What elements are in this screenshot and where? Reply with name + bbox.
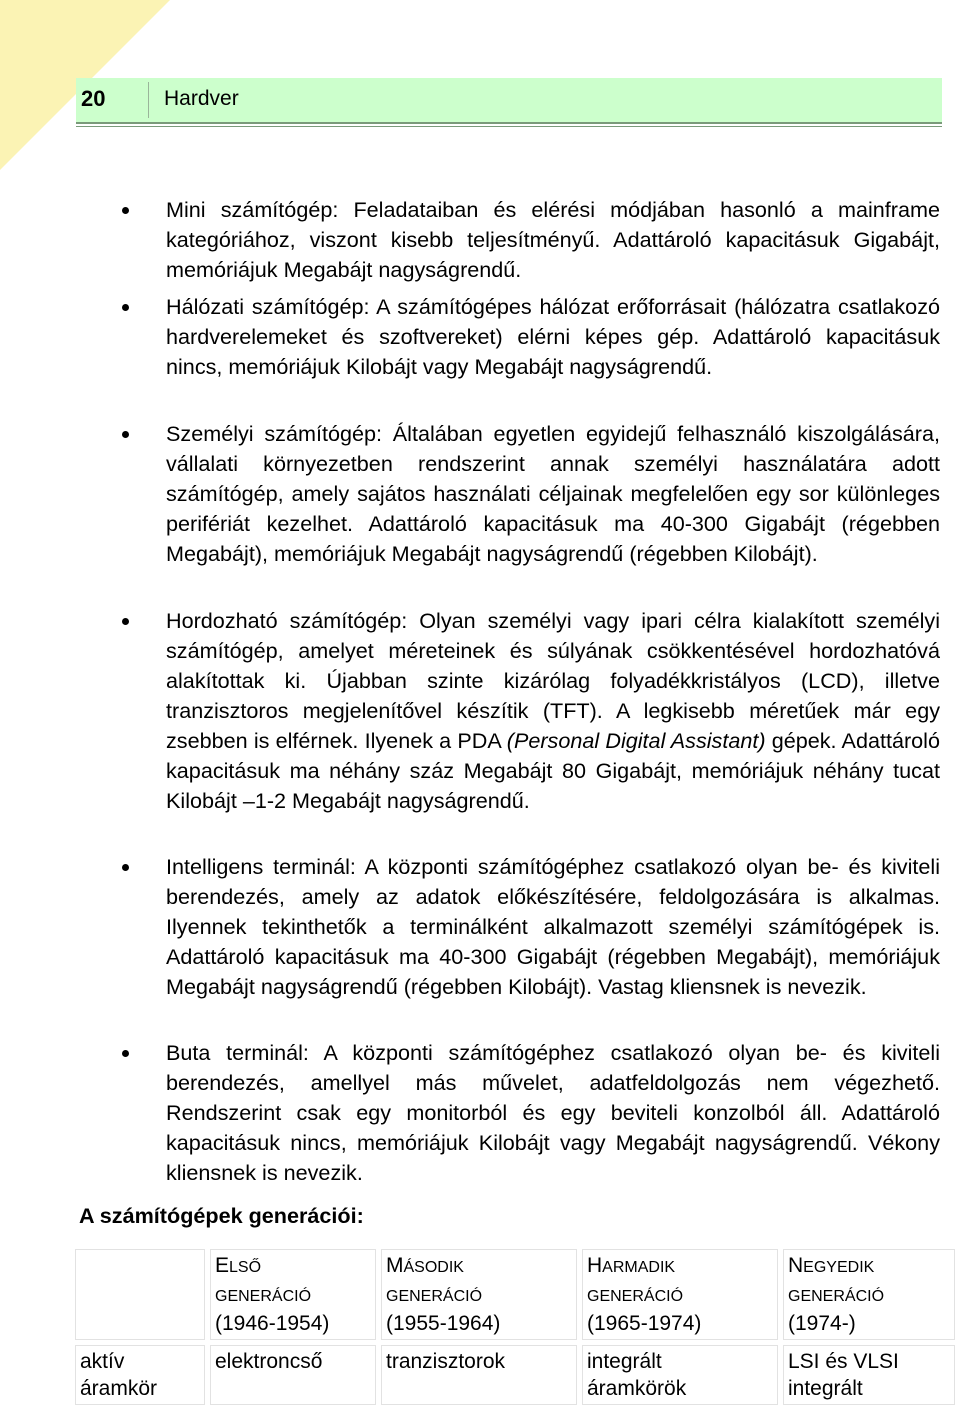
bullet-icon bbox=[122, 1050, 129, 1057]
list-item-text: Hálózati számítógép: A számítógépes hálózat erőforrásait (hálózatra csatlakozó hardverelemeket és szoftvereket) elérni képes gép. Adattároló kapacitásuk nincs, memóriájuk Kilobájt vagy Megabájt nagyságrendű. bbox=[166, 294, 940, 379]
list-item bbox=[166, 1038, 940, 1188]
bullet-icon bbox=[122, 618, 129, 625]
header-word: M bbox=[386, 1254, 404, 1277]
cell-line: LSI és VLSI bbox=[788, 1350, 899, 1373]
italic-term: (Personal Digital Assistant) bbox=[506, 728, 766, 753]
table-cell bbox=[582, 1345, 778, 1405]
page-number: 20 bbox=[81, 86, 106, 111]
page-header bbox=[76, 78, 942, 124]
header-word: GENERÁCIÓ bbox=[587, 1288, 684, 1305]
list-item-text: Személyi számítógép: Általában egyetlen egyidejű felhasználó kiszolgálására, vállalati környezetben rendszerint annak személyi használatára adott számítógép, amely sajátos használati céljainak megfelelően egy sor különleges perifériát kezelhet. Adattároló kapacitásuk ma 40-300 Gigabájt (régebben Megabájt), memóriájuk Megabájt nagyságrendű (régebben Kilobájt). bbox=[166, 421, 940, 566]
table-header-cell bbox=[210, 1249, 376, 1340]
table-corner-cell bbox=[75, 1249, 205, 1340]
list-item bbox=[166, 292, 940, 382]
cell-line: elektroncső bbox=[215, 1350, 323, 1373]
list-item-text: Intelligens terminál: A központi számítógéphez csatlakozó olyan be- és kiviteli berendezés, amely az adatok előkészítésére, feldolgozására is alkalmas. Ilyennek tekinthetők a terminálként alkalmazott személyi számítógépek is. Adattároló kapacitásuk ma 40-300 Gigabájt (régebben Megabájt), memóriájuk Megabájt nagyságrendű (régebben Kilobájt). Vastag kliensnek is nevezik. bbox=[166, 854, 940, 999]
table-header-cell bbox=[582, 1249, 778, 1340]
header-years: (1974-) bbox=[788, 1312, 856, 1335]
table-cell bbox=[783, 1345, 955, 1405]
header-years: (1965-1974) bbox=[587, 1312, 702, 1335]
bullet-icon bbox=[122, 431, 129, 438]
cell-line: áramkörök bbox=[587, 1377, 687, 1400]
row-label-line: áramkör bbox=[80, 1377, 158, 1400]
section-title: A számítógépek generációi: bbox=[79, 1203, 364, 1228]
list-item bbox=[166, 419, 940, 569]
row-label-line: aktív bbox=[80, 1350, 125, 1373]
table-row-label bbox=[75, 1345, 205, 1405]
header-word: ÁSODIK bbox=[403, 1259, 464, 1276]
chapter-title: Hardver bbox=[164, 87, 239, 110]
table-header-cell bbox=[783, 1249, 955, 1340]
header-word: N bbox=[788, 1254, 804, 1277]
header-word: LSŐ bbox=[229, 1259, 262, 1276]
header-separator bbox=[148, 82, 149, 118]
table-cell bbox=[210, 1345, 376, 1405]
header-word: GENERÁCIÓ bbox=[386, 1288, 483, 1305]
list-item bbox=[166, 852, 940, 1002]
bullet-icon bbox=[122, 864, 129, 871]
table-header-row bbox=[75, 1249, 955, 1340]
header-word: ARMADIK bbox=[602, 1259, 676, 1276]
bullet-icon bbox=[122, 207, 129, 214]
header-years: (1946-1954) bbox=[215, 1312, 330, 1335]
header-years: (1955-1964) bbox=[386, 1312, 501, 1335]
table-row bbox=[75, 1345, 955, 1405]
header-word: H bbox=[587, 1254, 603, 1277]
header-word: GENERÁCIÓ bbox=[788, 1288, 885, 1305]
generations-table bbox=[70, 1244, 960, 1410]
list-item-text: gépek. Adattároló kapacitásuk ma néhány száz Megabájt 80 Gigabájt, memóriájuk néhány tucat Kilobájt –1-2 Megabájt nagyságrendű. bbox=[166, 728, 940, 813]
header-word: E bbox=[215, 1254, 230, 1277]
list-item-text: Hordozható számítógép: Olyan személyi vagy ipari célra kialakított személyi számítógép, amelyet méreteinek és súlyának csökkentésével hordozhatóvá alakítottak ki. Újabban szinte kizárólag folyadékkristályos (LCD), illetve tranzisztoros megjelenítővel készítik (TFT). A legkisebb méretűek már egy zsebben is elférnek. Ilyenek a PDA bbox=[166, 608, 940, 753]
table-cell bbox=[381, 1345, 577, 1405]
bullet-icon bbox=[122, 304, 129, 311]
header-word: GENERÁCIÓ bbox=[215, 1288, 312, 1305]
list-item-text: Mini számítógép: Feladataiban és elérési módjában hasonló a mainframe kategóriához, viszont kisebb teljesítményű. Adattároló kapacitásuk Gigabájt, memóriájuk Megabájt nagyságrendű. bbox=[166, 197, 940, 282]
table-header-cell bbox=[381, 1249, 577, 1340]
header-word: EGYEDIK bbox=[803, 1259, 875, 1276]
list-item bbox=[166, 195, 940, 285]
cell-line: tranzisztorok bbox=[386, 1350, 506, 1373]
cell-line: integrált bbox=[788, 1377, 863, 1400]
cell-line: integrált bbox=[587, 1350, 662, 1373]
list-item-text: Buta terminál: A központi számítógéphez csatlakozó olyan be- és kiviteli berendezés, amellyel más művelet, adatfeldolgozás nem végezhető. Rendszerint csak egy monitorból és egy beviteli konzolból áll. Adattároló kapacitásuk nincs, memóriájuk Kilobájt vagy Megabájt nagyságrendű. Vékony kliensnek is nevezik. bbox=[166, 1040, 940, 1185]
list-item bbox=[166, 606, 940, 816]
